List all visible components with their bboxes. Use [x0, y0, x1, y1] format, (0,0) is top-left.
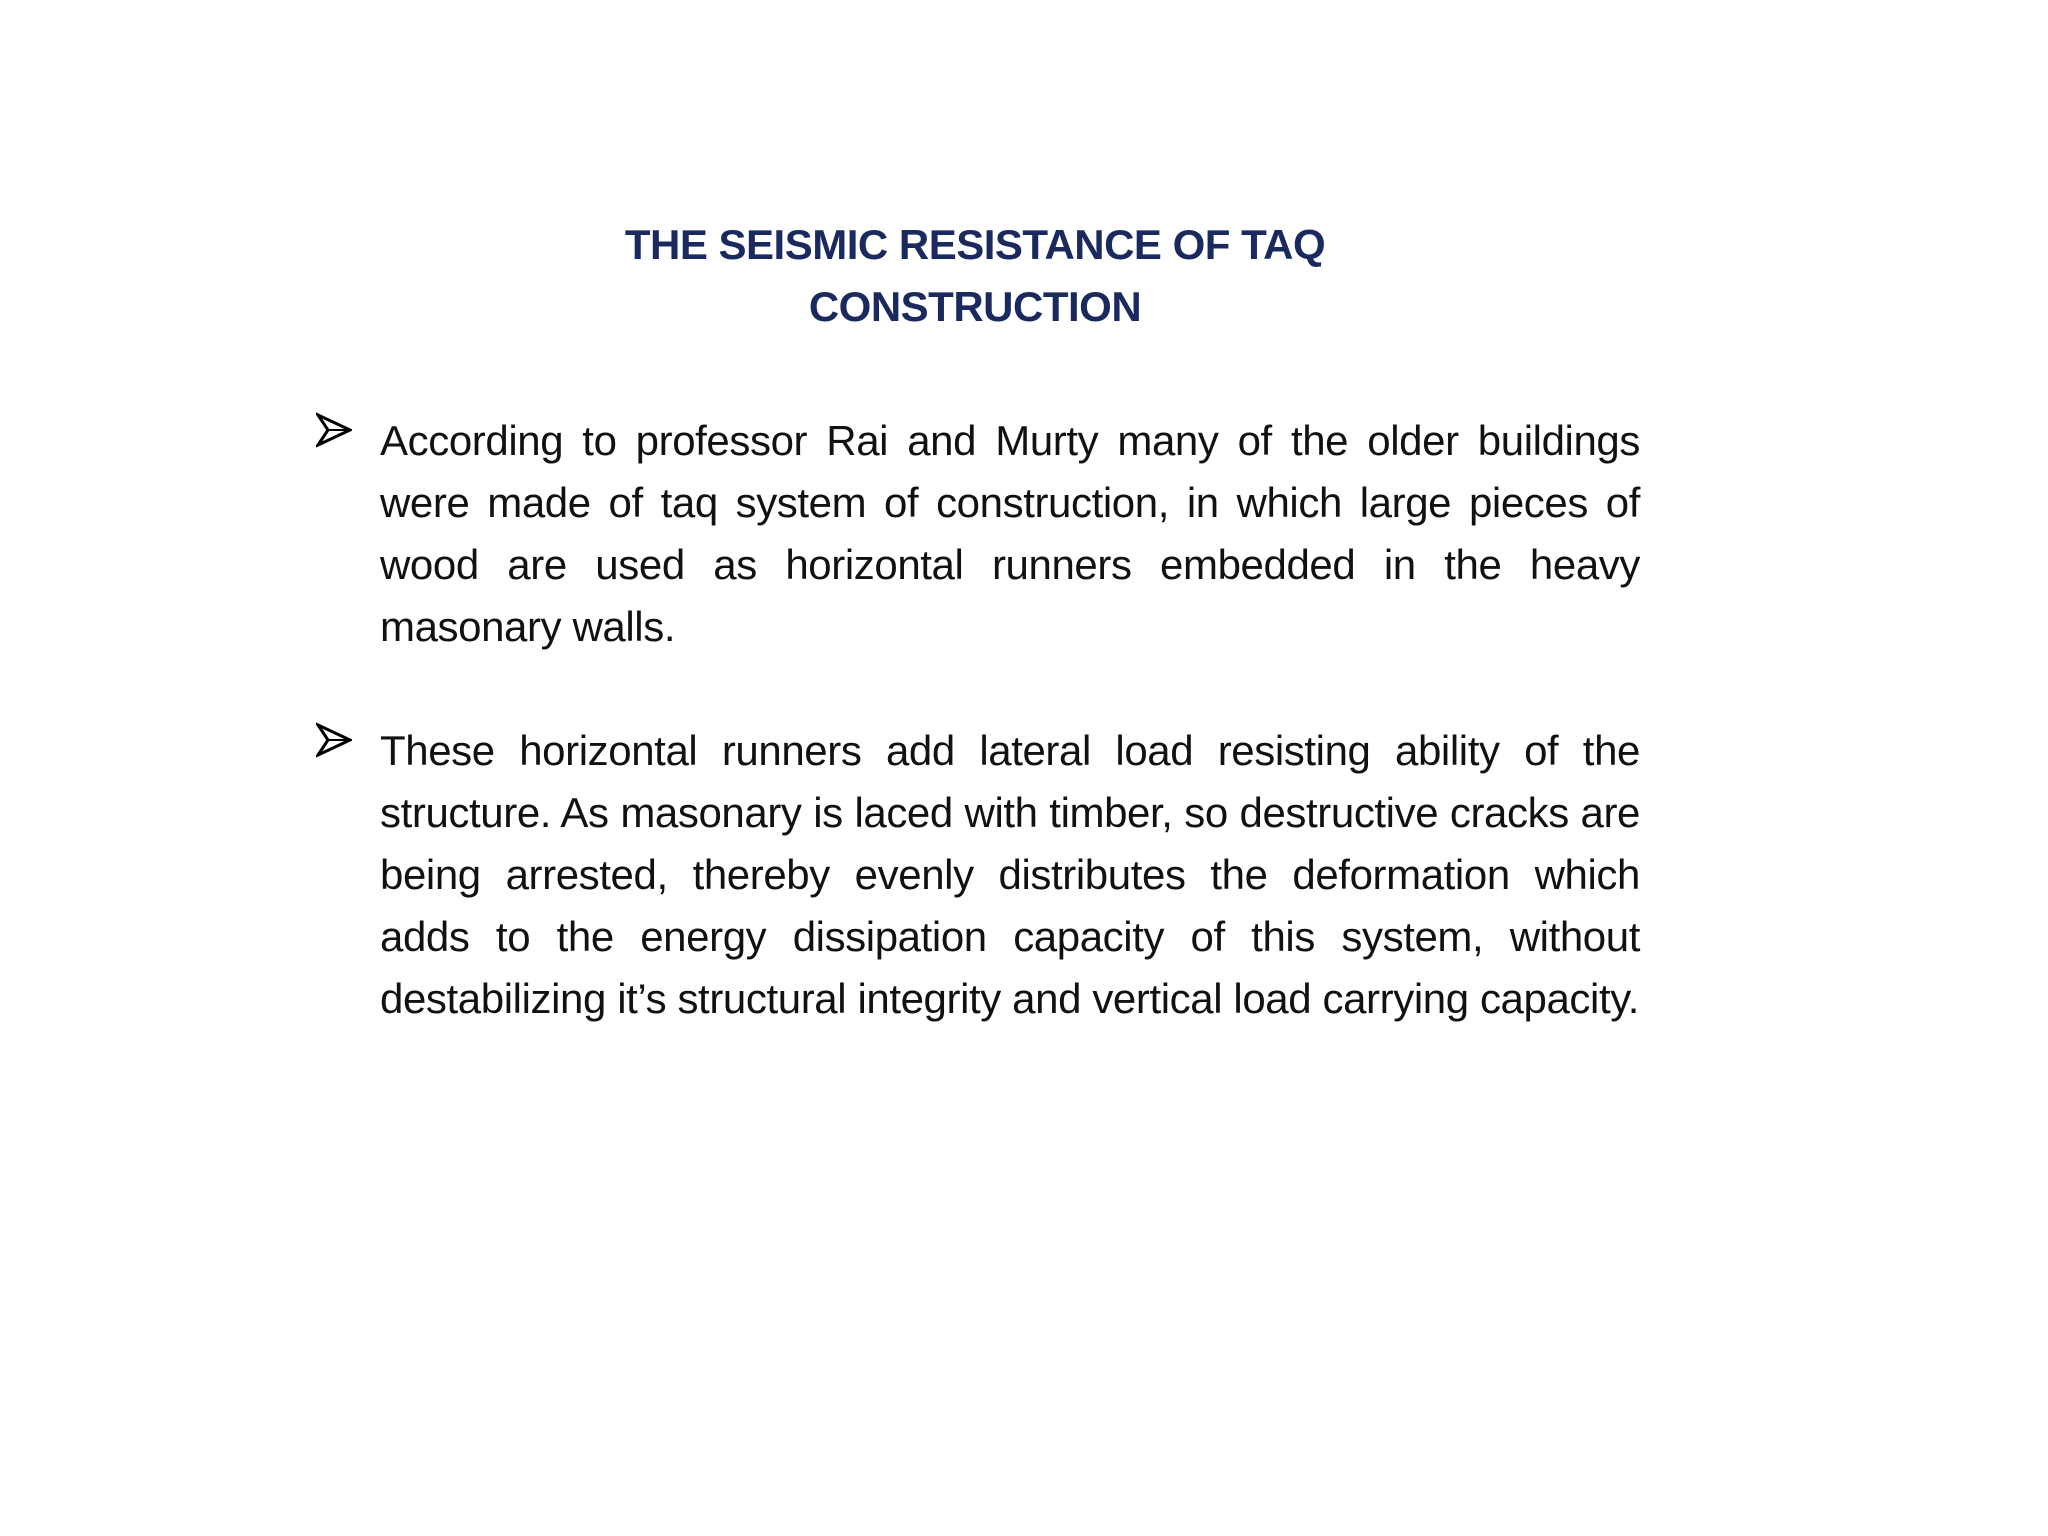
bullet-text-1: According to professor Rai and Murty many of the older buildings were made of taq system of construction, in which large pieces of wood are used as horizontal runners embedded in the heavy masonary walls. — [380, 417, 1640, 650]
slide-title-line-1: THE SEISMIC RESISTANCE OF TAQ — [624, 221, 1326, 268]
slide-title — [580, 214, 1370, 338]
arrowhead-bullet-icon — [316, 412, 352, 448]
bullet-text-2: These horizontal runners add lateral load resisting ability of the structure. As masonary is laced with timber, so destructive cracks are being arrested, thereby evenly distributes the deformation which adds to the energy dissipation capacity of this system, without destabilizing it’s structural integrity and vertical load carrying capacity. — [380, 727, 1640, 1022]
bullet-item-2 — [310, 720, 1640, 1030]
arrowhead-bullet-icon — [316, 722, 352, 758]
slide-title-line-2: CONSTRUCTION — [808, 283, 1142, 330]
bullet-item-1 — [310, 410, 1640, 658]
bullet-list — [310, 410, 1640, 1092]
